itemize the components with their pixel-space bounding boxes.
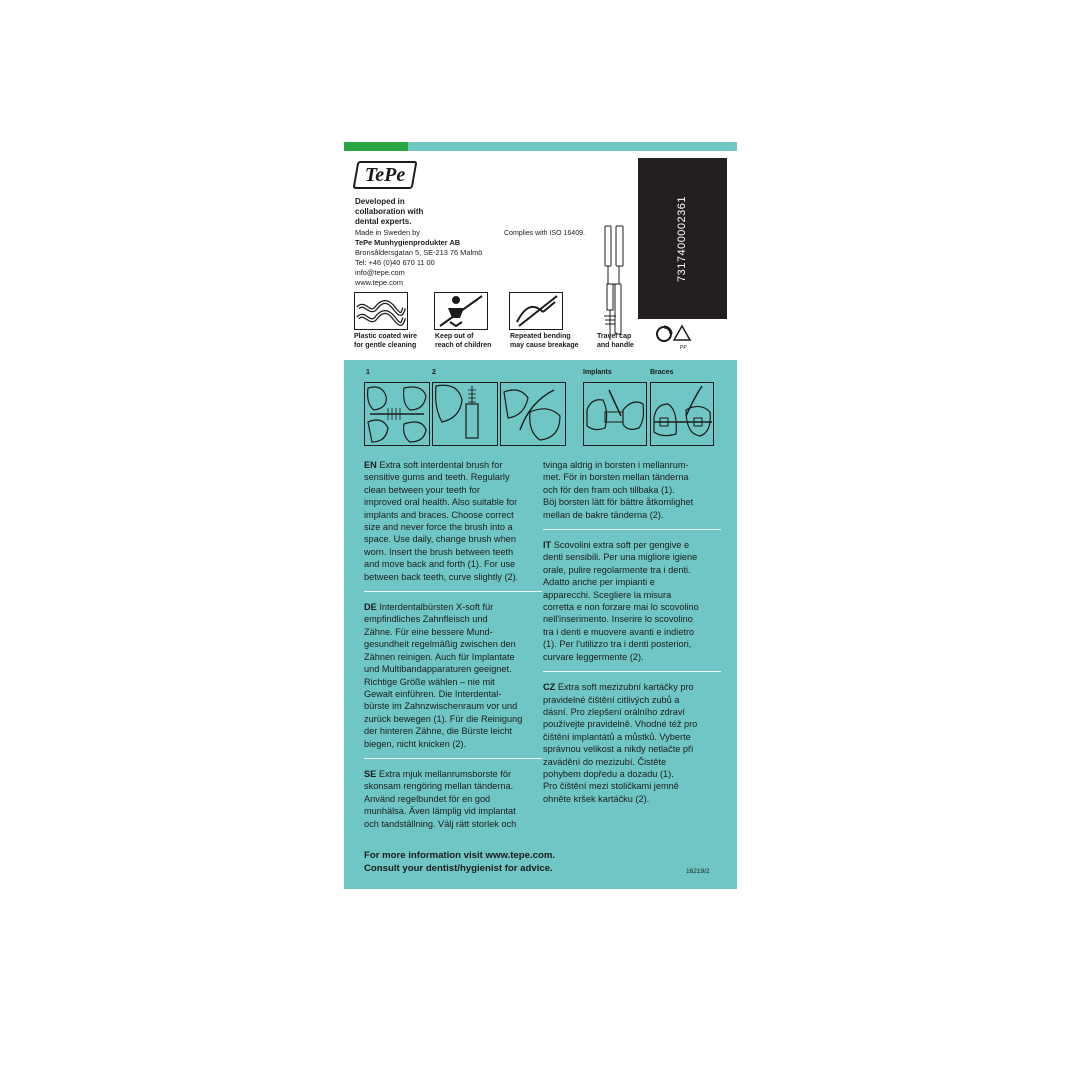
instruction-line: corretta e non forzare mai lo scovolino <box>543 602 699 613</box>
diagram-label-1: 1 <box>366 369 370 376</box>
footer-website-line: For more information visit www.tepe.com. <box>364 850 556 861</box>
instruction-line: der hinteren Zähne, die Bürste leicht <box>364 726 513 737</box>
street-address: Bronsåldersgatan 5, SE-213 76 Malmö <box>355 248 483 257</box>
instruction-section-it <box>543 539 721 663</box>
recycle-icon <box>654 324 694 348</box>
email-address: info@tepe.com <box>355 268 405 277</box>
phone-number: Tel: +46 (0)40 670 11 00 <box>355 258 435 267</box>
instruction-line: skonsam rengöring mellan tänderna. <box>364 781 514 792</box>
section-divider <box>364 758 542 759</box>
product-code: 16219/2 <box>686 868 710 875</box>
instruction-line: Gewalt einführen. Die Interdental- <box>364 688 502 699</box>
teeth-diagram-1 <box>364 382 430 446</box>
brush-with-cap-icon <box>594 224 628 342</box>
made-in-label: Made in Sweden by <box>355 228 420 237</box>
recycle-pp-label: PP <box>680 345 687 351</box>
instruction-line: zavádění do mezizubí. Čistěte <box>543 756 667 767</box>
instruction-line: Zähne. Für eine bessere Mund- <box>364 626 493 637</box>
instruction-line: mellan de bakre tänderna (2). <box>543 509 664 520</box>
instruction-line: met. För in borsten mellan tänderna <box>543 472 689 483</box>
manufacturer-address <box>355 228 482 288</box>
language-code: IT <box>543 540 554 551</box>
instruction-line: Böj borsten lätt för bättre åtkomlighet <box>543 497 694 508</box>
footer-advice-line: Consult your dentist/hygienist for advice. <box>364 863 553 874</box>
instruction-line: och tandställning. Välj rätt storlek och <box>364 818 517 829</box>
braces-diagram <box>650 382 714 446</box>
instruction-line: používejte pravidelně. Vhodné též pro <box>543 719 698 730</box>
website: www.tepe.com <box>355 278 404 287</box>
instruction-section-de <box>364 601 542 750</box>
instruction-line: tvinga aldrig in borsten i mellanrum- <box>543 460 689 470</box>
instruction-line: curvare leggermente (2). <box>543 651 644 662</box>
instruction-line: Använd regelbundet för en god <box>364 793 491 804</box>
instruction-line: biegen, nicht knicken (2). <box>364 738 467 749</box>
instruction-line: nell'inserimento. Inserire lo scovolino <box>543 614 693 625</box>
instruction-line: und Multibandapparaturen geeignet. <box>364 664 512 675</box>
instruction-line: (1). Per l'utilizzo tra i denti posteriori, <box>543 639 692 650</box>
warning-label-bending: Repeated bending may cause breakage <box>510 333 579 349</box>
instruction-line: Adatto anche per impianti e <box>543 577 655 588</box>
developed-text: Developed in collaboration with dental experts. <box>355 197 424 226</box>
no-bending-icon <box>509 292 563 330</box>
top-color-bar <box>344 142 737 151</box>
instruction-line: Richtige Größe wählen – nie mit <box>364 676 495 687</box>
instruction-line: empfindliches Zahnfleisch und <box>364 614 488 625</box>
instruction-line: EN Extra soft interdental brush for <box>364 460 503 470</box>
iso-compliance: Complies with ISO 16409. <box>504 230 585 237</box>
barcode-number: 7317400002361 <box>676 195 689 282</box>
instruction-line: clean between your teeth for <box>364 484 480 495</box>
coated-wire-icon <box>354 292 408 330</box>
instruction-line: pohybem dopředu a dozadu (1). <box>543 768 674 779</box>
company-name: TePe Munhygienprodukter AB <box>355 238 461 247</box>
instruction-line: denti sensibili. Per una migliore igiene <box>543 552 698 563</box>
instruction-line: worn. Insert the brush between teeth <box>364 546 514 557</box>
instruction-section-cont <box>543 459 721 521</box>
green-accent <box>344 142 408 151</box>
instruction-line: space. Use daily, change brush when <box>364 534 517 545</box>
instruction-line: improved oral health. Also suitable for <box>364 497 518 508</box>
section-divider <box>364 591 542 592</box>
language-code: SE <box>364 768 379 779</box>
instruction-line: sensitive gums and teeth. Regularly <box>364 472 510 483</box>
instruction-line: dásní. Pro zlepšení orálního zdraví <box>543 706 685 717</box>
instruction-section-se <box>364 768 542 830</box>
instruction-section-en <box>364 459 542 583</box>
instruction-line: SE Extra mjuk mellanrumsborste för <box>364 768 512 779</box>
instruction-line: IT Scovolini extra soft per gengive e <box>543 540 690 551</box>
implants-diagram <box>583 382 647 446</box>
warning-label-coated: Plastic coated wire for gentle cleaning <box>354 333 418 349</box>
teeth-diagram-2 <box>432 382 498 446</box>
instruction-line: gesundheit regelmäßig zwischen den <box>364 639 516 650</box>
section-divider <box>543 529 721 530</box>
section-divider <box>543 671 721 672</box>
keep-away-children-icon <box>434 292 488 330</box>
instruction-line: tra i denti e muovere avanti e indietro <box>543 626 695 637</box>
instruction-line: ohněte kršek kartáčku (2). <box>543 793 650 804</box>
instruction-line: Zähnen reinigen. Auch für Implantate <box>364 651 515 662</box>
instruction-line: och för den fram och tillbaka (1). <box>543 484 675 495</box>
diagram-label-2: 2 <box>432 369 436 376</box>
instruction-line: bürste im Zahnzwischenraum vor und <box>364 701 518 712</box>
instruction-line: and move back and forth (1). For use <box>364 559 516 570</box>
instruction-line: between back teeth, curve slightly (2). <box>364 571 519 582</box>
instruction-line: správnou velikost a nikdy netlačte při <box>543 744 694 755</box>
footer-info <box>364 849 555 875</box>
warning-label-children: Keep out of reach of children <box>435 333 492 349</box>
instruction-line: zurück bewegen (1). Für die Reinigung <box>364 713 523 724</box>
tepe-logo: TePe <box>353 161 418 189</box>
instruction-line: CZ Extra soft mezizubní kartáčky pro <box>543 682 694 693</box>
instruction-line: pravidelné čištění citlivých zubů a <box>543 694 680 705</box>
instructions-left-column <box>364 459 542 830</box>
instruction-line: munhälsa. Även lämplig vid implantat <box>364 806 516 817</box>
instruction-line: orale, pulire regolarmente tra i denti. <box>543 564 691 575</box>
package-back <box>344 142 737 889</box>
instruction-line: size and never force the brush into a <box>364 522 513 533</box>
language-code: CZ <box>543 682 558 693</box>
instruction-line: Pro čištění mezi stoličkami jemně <box>543 781 679 792</box>
instruction-line: apparecchi. Scegliere la misura <box>543 589 672 600</box>
instruction-line: DE Interdentalbürsten X-soft für <box>364 602 494 613</box>
language-code: DE <box>364 602 380 613</box>
instruction-line: čištění implantátů a můstků. Vyberte <box>543 731 691 742</box>
instruction-section-cz <box>543 681 721 805</box>
warning-label-travel-cap: Travel cap and handle <box>597 333 634 349</box>
teeth-diagram-curved <box>500 382 566 446</box>
instruction-line: implants and braces. Choose correct <box>364 509 514 520</box>
diagram-label-implants: Implants <box>583 369 612 376</box>
instructions-right-column <box>543 459 721 805</box>
language-code: EN <box>364 460 380 470</box>
diagram-label-braces: Braces <box>650 369 674 376</box>
